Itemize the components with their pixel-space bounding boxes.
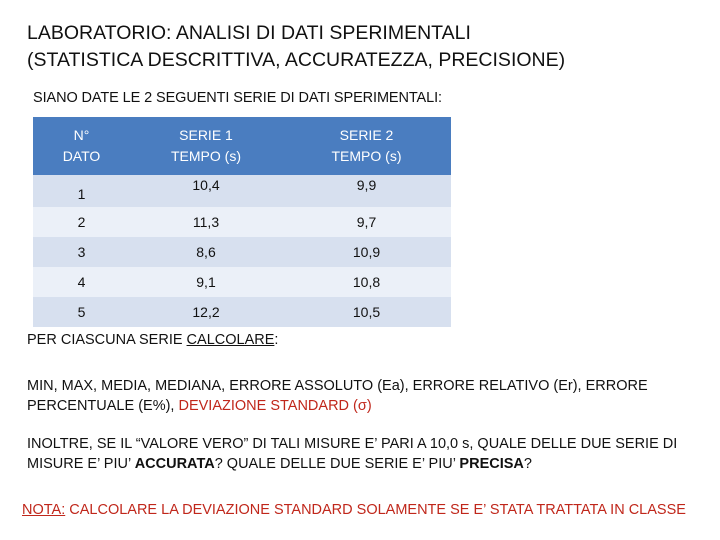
table-header-row (33, 117, 451, 175)
cell-serie-2: 9,9 (282, 175, 451, 207)
header-dato-line1: N° (73, 127, 90, 143)
table-row (33, 267, 451, 297)
cell-serie-2: 10,5 (282, 297, 451, 327)
table-row (33, 297, 451, 327)
header-serie-2-line1: SERIE 2 (339, 127, 394, 143)
note-text (22, 502, 712, 518)
cell-dato: 2 (33, 207, 130, 237)
question-part2: ? QUALE DELLE DUE SERIE E’ PIU’ (214, 456, 460, 472)
instruction-underlined: CALCOLARE (186, 332, 275, 348)
question-part1: INOLTRE, SE IL “VALORE VERO” DI TALI MISURE E’ PARI A 10,0 s, QUALE DELLE DUE SERIE DI MISURE E’ PIU’ (27, 436, 678, 472)
question-text (27, 434, 697, 474)
cell-dato: 5 (33, 297, 130, 327)
header-serie-1-line2: TEMPO (s) (171, 148, 241, 164)
instruction-suffix: : (274, 332, 279, 348)
cell-serie-2: 9,7 (282, 207, 451, 237)
quantities-std-dev: DEVIAZIONE STANDARD (σ) (178, 398, 372, 414)
title-line-1: LABORATORIO: ANALISI DI DATI SPERIMENTALI (27, 22, 471, 44)
cell-serie-1: 11,3 (130, 207, 282, 237)
question-precisa: PRECISA (459, 456, 524, 472)
table-row (33, 175, 451, 207)
cell-dato: 4 (33, 267, 130, 297)
cell-serie-2: 10,9 (282, 237, 451, 267)
cell-serie-1: 8,6 (130, 237, 282, 267)
data-table (33, 117, 451, 327)
question-part3: ? (523, 456, 532, 472)
header-serie-1-line1: SERIE 1 (179, 127, 233, 143)
question-accurata: ACCURATA (134, 456, 215, 472)
table-row (33, 237, 451, 267)
header-serie-2 (282, 117, 451, 175)
cell-dato: 3 (33, 237, 130, 267)
table-row (33, 207, 451, 237)
cell-serie-1: 10,4 (130, 175, 282, 207)
quantities-list (27, 376, 697, 416)
note-body: CALCOLARE LA DEVIAZIONE STANDARD SOLAMENTE SE E’ STATA TRATTATA IN CLASSE (65, 502, 686, 518)
header-dato-line2: DATO (62, 148, 101, 164)
instruction-text (27, 332, 278, 348)
title-line-2: (STATISTICA DESCRITTIVA, ACCURATEZZA, PRECISIONE) (27, 49, 566, 71)
header-serie-2-line2: TEMPO (s) (331, 148, 402, 164)
header-serie-1 (130, 117, 282, 175)
cell-dato: 1 (33, 175, 130, 207)
instruction-prefix: PER CIASCUNA SERIE (27, 332, 187, 348)
page-title (27, 20, 707, 74)
note-label: NOTA: (22, 502, 66, 518)
cell-serie-1: 12,2 (130, 297, 282, 327)
quantities-main: MIN, MAX, MEDIA, MEDIANA, ERRORE ASSOLUTO (Ea), ERRORE RELATIVO (Er), ERRORE PERCENTUALE (E%), (27, 378, 648, 414)
cell-serie-1: 9,1 (130, 267, 282, 297)
intro-text: SIANO DATE LE 2 SEGUENTI SERIE DI DATI SPERIMENTALI: (33, 90, 442, 106)
cell-serie-2: 10,8 (282, 267, 451, 297)
header-dato (33, 117, 130, 175)
